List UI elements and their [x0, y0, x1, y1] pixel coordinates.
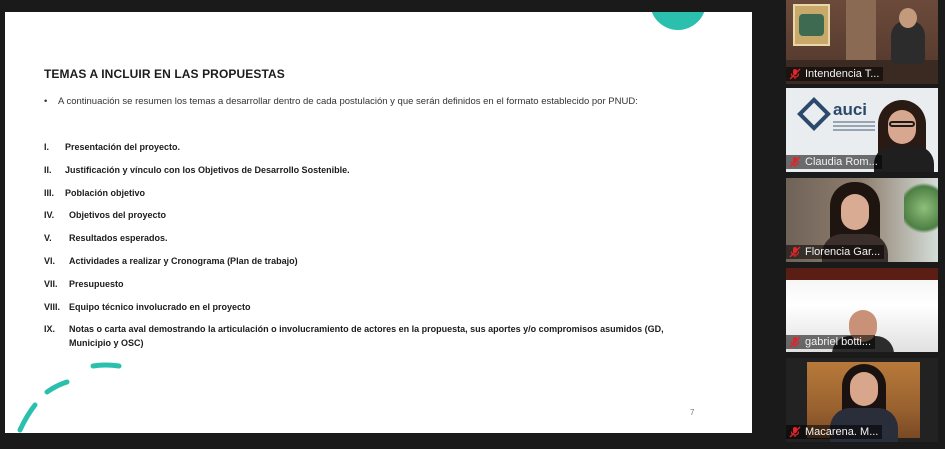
participant-name: Florencia Gar... [805, 246, 881, 258]
list-item [44, 277, 684, 300]
topic-label: Población objetivo [65, 187, 146, 198]
list-item [44, 231, 684, 254]
participant-tile[interactable] [786, 88, 938, 172]
list-item [44, 208, 684, 231]
topic-number: VIII. [44, 301, 61, 312]
topic-number: VII. [44, 278, 58, 289]
mic-muted-icon [789, 156, 801, 168]
participant-name-bar [786, 425, 882, 439]
topic-number: V. [44, 233, 52, 244]
intro-paragraph [44, 94, 644, 109]
mic-muted-icon [789, 426, 801, 438]
glasses-icon [889, 121, 915, 127]
decorative-teal-arc [5, 360, 135, 433]
list-item [44, 163, 684, 186]
topic-number: VI. [44, 255, 56, 266]
topic-number: IV. [44, 210, 55, 221]
topic-label: Objetivos del proyecto [69, 210, 167, 221]
mic-muted-icon [789, 246, 801, 258]
topic-number: IX. [44, 324, 56, 335]
topic-number: II. [44, 164, 52, 175]
shared-slide [5, 12, 752, 433]
background-plant [904, 178, 938, 238]
topic-label: Actividades a realizar y Cronograma (Plan de trabajo) [69, 255, 298, 266]
topic-label: Presentación del proyecto. [65, 142, 181, 152]
list-item [44, 322, 684, 356]
participant-name: Claudia Rom... [805, 156, 878, 168]
slide-title: TEMAS A INCLUIR EN LAS PROPUESTAS [44, 67, 285, 81]
participant-tile[interactable] [786, 0, 938, 84]
participant-face [850, 372, 878, 406]
wall-poster [793, 4, 830, 46]
participant-tile[interactable] [786, 268, 938, 352]
participant-name: gabriel botti... [805, 336, 872, 348]
participant-body [874, 146, 934, 172]
participant-face [888, 110, 916, 144]
topic-label: Presupuesto [69, 278, 124, 289]
participant-tile[interactable] [786, 178, 938, 262]
topic-number: I. [44, 142, 50, 152]
list-item [44, 300, 684, 323]
mic-muted-icon [789, 336, 801, 348]
participant-name-bar [786, 67, 883, 81]
auci-logo-icon [797, 97, 831, 131]
intro-text: A continuación se resumen los temas a desarrollar dentro de cada postulación y que serán definidos en el formato establecido por PNUD: [58, 96, 638, 107]
participant-name: Macarena. M... [805, 426, 879, 438]
participant-tile[interactable] [786, 358, 938, 442]
topic-label: Notas o carta aval demostrando la articulación o involucramiento de actores en la propuesta, sus aportes y/o compromisos asumidos (GD, Municipio y OSC) [69, 324, 664, 349]
participant-head [899, 8, 917, 28]
topics-list [44, 140, 684, 356]
topic-label: Resultados esperados. [69, 233, 168, 244]
participant-name-bar [786, 335, 875, 349]
list-item [44, 254, 684, 277]
participant-face [841, 194, 869, 230]
list-item [44, 140, 684, 163]
participant-name-bar [786, 155, 882, 169]
bullet-marker: • [44, 96, 48, 107]
ceiling-beam [786, 268, 938, 280]
list-item [44, 186, 684, 209]
topic-label: Justificación y vínculo con los Objetivos de Desarrollo Sostenible. [65, 164, 350, 175]
logo-subtitle-lines [833, 121, 875, 123]
mic-muted-icon [789, 68, 801, 80]
topic-label: Equipo técnico involucrado en el proyecto [69, 301, 251, 312]
topic-number: III. [44, 187, 55, 198]
participant-name: Intendencia T... [805, 68, 880, 80]
slide-page-number: 7 [690, 408, 695, 417]
participant-name-bar [786, 245, 884, 259]
background-logo-text: auci [833, 100, 868, 119]
decorative-teal-circle [650, 12, 706, 30]
